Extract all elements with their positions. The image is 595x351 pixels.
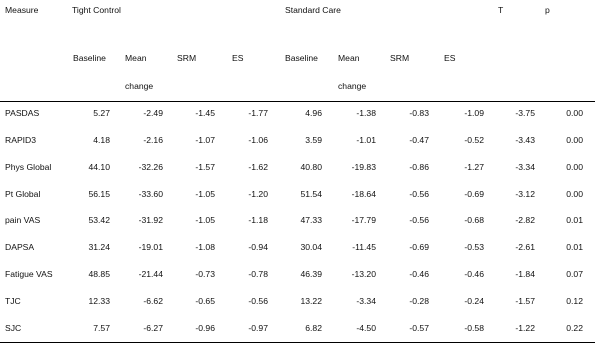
tc-srm-cell: -1.05 xyxy=(195,215,215,225)
p-value-cell: 0.12 xyxy=(566,296,583,306)
t-stat-cell: -2.82 xyxy=(515,215,535,225)
sc-srm-header: SRM xyxy=(390,53,410,63)
sc-srm-cell: -0.86 xyxy=(409,162,429,172)
sc-es-header: ES xyxy=(444,53,456,63)
sc-es-cell: -0.58 xyxy=(464,323,484,333)
sc-baseline-cell: 30.04 xyxy=(300,242,322,252)
p-value-cell: 0.01 xyxy=(566,242,583,252)
tc-es-cell: -1.62 xyxy=(248,162,268,172)
tc-es-cell: -1.20 xyxy=(248,189,268,199)
t-stat-cell: -1.22 xyxy=(515,323,535,333)
tc-srm-header: SRM xyxy=(177,53,197,63)
t-stat-cell: -1.84 xyxy=(515,269,535,279)
tc-srm-cell: -0.73 xyxy=(195,269,215,279)
sc-srm-cell: -0.46 xyxy=(409,269,429,279)
tc-mean-header: Mean xyxy=(125,53,147,63)
measure-cell: RAPID3 xyxy=(5,135,37,145)
bottom-rule xyxy=(0,342,595,343)
tc-srm-cell: -0.65 xyxy=(195,296,215,306)
sc-mean-change-cell: -1.01 xyxy=(356,135,376,145)
tc-baseline-cell: 12.33 xyxy=(88,296,110,306)
measure-cell: PASDAS xyxy=(5,108,40,118)
p-value-cell: 0.00 xyxy=(566,189,583,199)
p-value-cell: 0.00 xyxy=(566,162,583,172)
measure-cell: DAPSA xyxy=(5,242,35,252)
sc-es-cell: -1.09 xyxy=(464,108,484,118)
tc-mean-change-cell: -33.60 xyxy=(138,189,163,199)
tc-mean-change-cell: -32.26 xyxy=(138,162,163,172)
t-stat-cell: -3.75 xyxy=(515,108,535,118)
tc-es-cell: -1.77 xyxy=(248,108,268,118)
tc-baseline-cell: 7.57 xyxy=(93,323,110,333)
sc-srm-cell: -0.57 xyxy=(409,323,429,333)
p-value-cell: 0.07 xyxy=(566,269,583,279)
tc-srm-cell: -1.07 xyxy=(195,135,215,145)
tc-es-cell: -0.78 xyxy=(248,269,268,279)
measure-cell: SJC xyxy=(5,323,22,333)
sc-change-header: change xyxy=(338,81,367,91)
measure-cell: Pt Global xyxy=(5,189,41,199)
sc-baseline-cell: 46.39 xyxy=(300,269,322,279)
sc-baseline-cell: 40.80 xyxy=(300,162,322,172)
t-stat-cell: -3.12 xyxy=(515,189,535,199)
sc-baseline-cell: 4.96 xyxy=(305,108,322,118)
sc-baseline-cell: 6.82 xyxy=(305,323,322,333)
sc-mean-change-cell: -18.64 xyxy=(351,189,376,199)
sc-mean-change-cell: -1.38 xyxy=(356,108,376,118)
sc-srm-cell: -0.83 xyxy=(409,108,429,118)
tc-srm-cell: -1.08 xyxy=(195,242,215,252)
tc-mean-change-cell: -6.27 xyxy=(143,323,163,333)
p-value-cell: 0.00 xyxy=(566,135,583,145)
standard-care-header: Standard Care xyxy=(285,5,341,15)
tight-control-header: Tight Control xyxy=(72,5,121,15)
t-stat-cell: -1.57 xyxy=(515,296,535,306)
sc-srm-cell: -0.56 xyxy=(409,189,429,199)
sc-srm-cell: -0.56 xyxy=(409,215,429,225)
measure-cell: Fatigue VAS xyxy=(5,269,53,279)
tc-baseline-cell: 4.18 xyxy=(93,135,110,145)
sc-es-cell: -0.24 xyxy=(464,296,484,306)
sc-srm-cell: -0.28 xyxy=(409,296,429,306)
sc-baseline-cell: 51.54 xyxy=(300,189,322,199)
sc-srm-cell: -0.47 xyxy=(409,135,429,145)
tc-mean-change-cell: -2.49 xyxy=(143,108,163,118)
tc-mean-change-cell: -2.16 xyxy=(143,135,163,145)
measure-header: Measure xyxy=(5,5,39,15)
tc-srm-cell: -1.45 xyxy=(195,108,215,118)
sc-mean-change-cell: -4.50 xyxy=(356,323,376,333)
tc-es-cell: -0.56 xyxy=(248,296,268,306)
t-stat-cell: -3.43 xyxy=(515,135,535,145)
tc-baseline-cell: 5.27 xyxy=(93,108,110,118)
sc-es-cell: -0.69 xyxy=(464,189,484,199)
tc-mean-change-cell: -19.01 xyxy=(138,242,163,252)
sc-mean-header: Mean xyxy=(338,53,360,63)
sc-es-cell: -0.52 xyxy=(464,135,484,145)
sc-es-cell: -0.53 xyxy=(464,242,484,252)
t-stat-header: T xyxy=(498,5,504,15)
tc-baseline-cell: 48.85 xyxy=(88,269,110,279)
sc-mean-change-cell: -3.34 xyxy=(356,296,376,306)
tc-es-cell: -0.97 xyxy=(248,323,268,333)
sc-baseline-header: Baseline xyxy=(285,53,318,63)
sc-baseline-cell: 47.33 xyxy=(300,215,322,225)
measure-cell: Phys Global xyxy=(5,162,52,172)
tc-change-header: change xyxy=(125,81,154,91)
sc-srm-cell: -0.69 xyxy=(409,242,429,252)
tc-es-cell: -1.18 xyxy=(248,215,268,225)
p-value-cell: 0.01 xyxy=(566,215,583,225)
t-stat-cell: -2.61 xyxy=(515,242,535,252)
tc-srm-cell: -0.96 xyxy=(195,323,215,333)
p-value-cell: 0.22 xyxy=(566,323,583,333)
tc-baseline-cell: 56.15 xyxy=(88,189,110,199)
tc-mean-change-cell: -31.92 xyxy=(138,215,163,225)
sc-baseline-cell: 13.22 xyxy=(300,296,322,306)
tc-srm-cell: -1.05 xyxy=(195,189,215,199)
measure-cell: pain VAS xyxy=(5,215,41,225)
tc-baseline-header: Baseline xyxy=(73,53,106,63)
sc-mean-change-cell: -19.83 xyxy=(351,162,376,172)
tc-baseline-cell: 31.24 xyxy=(88,242,110,252)
tc-mean-change-cell: -6.62 xyxy=(143,296,163,306)
tc-srm-cell: -1.57 xyxy=(195,162,215,172)
p-value-header: p xyxy=(545,5,550,15)
sc-es-cell: -1.27 xyxy=(464,162,484,172)
tc-es-cell: -1.06 xyxy=(248,135,268,145)
sc-es-cell: -0.46 xyxy=(464,269,484,279)
sc-mean-change-cell: -17.79 xyxy=(351,215,376,225)
measure-cell: TJC xyxy=(5,296,21,306)
p-value-cell: 0.00 xyxy=(566,108,583,118)
tc-es-header: ES xyxy=(232,53,244,63)
tc-mean-change-cell: -21.44 xyxy=(138,269,163,279)
sc-baseline-cell: 3.59 xyxy=(305,135,322,145)
sc-mean-change-cell: -13.20 xyxy=(351,269,376,279)
tc-es-cell: -0.94 xyxy=(248,242,268,252)
tc-baseline-cell: 44.10 xyxy=(88,162,110,172)
sc-es-cell: -0.68 xyxy=(464,215,484,225)
sc-mean-change-cell: -11.45 xyxy=(352,242,376,252)
tc-baseline-cell: 53.42 xyxy=(88,215,110,225)
t-stat-cell: -3.34 xyxy=(515,162,535,172)
header-rule xyxy=(0,101,595,102)
